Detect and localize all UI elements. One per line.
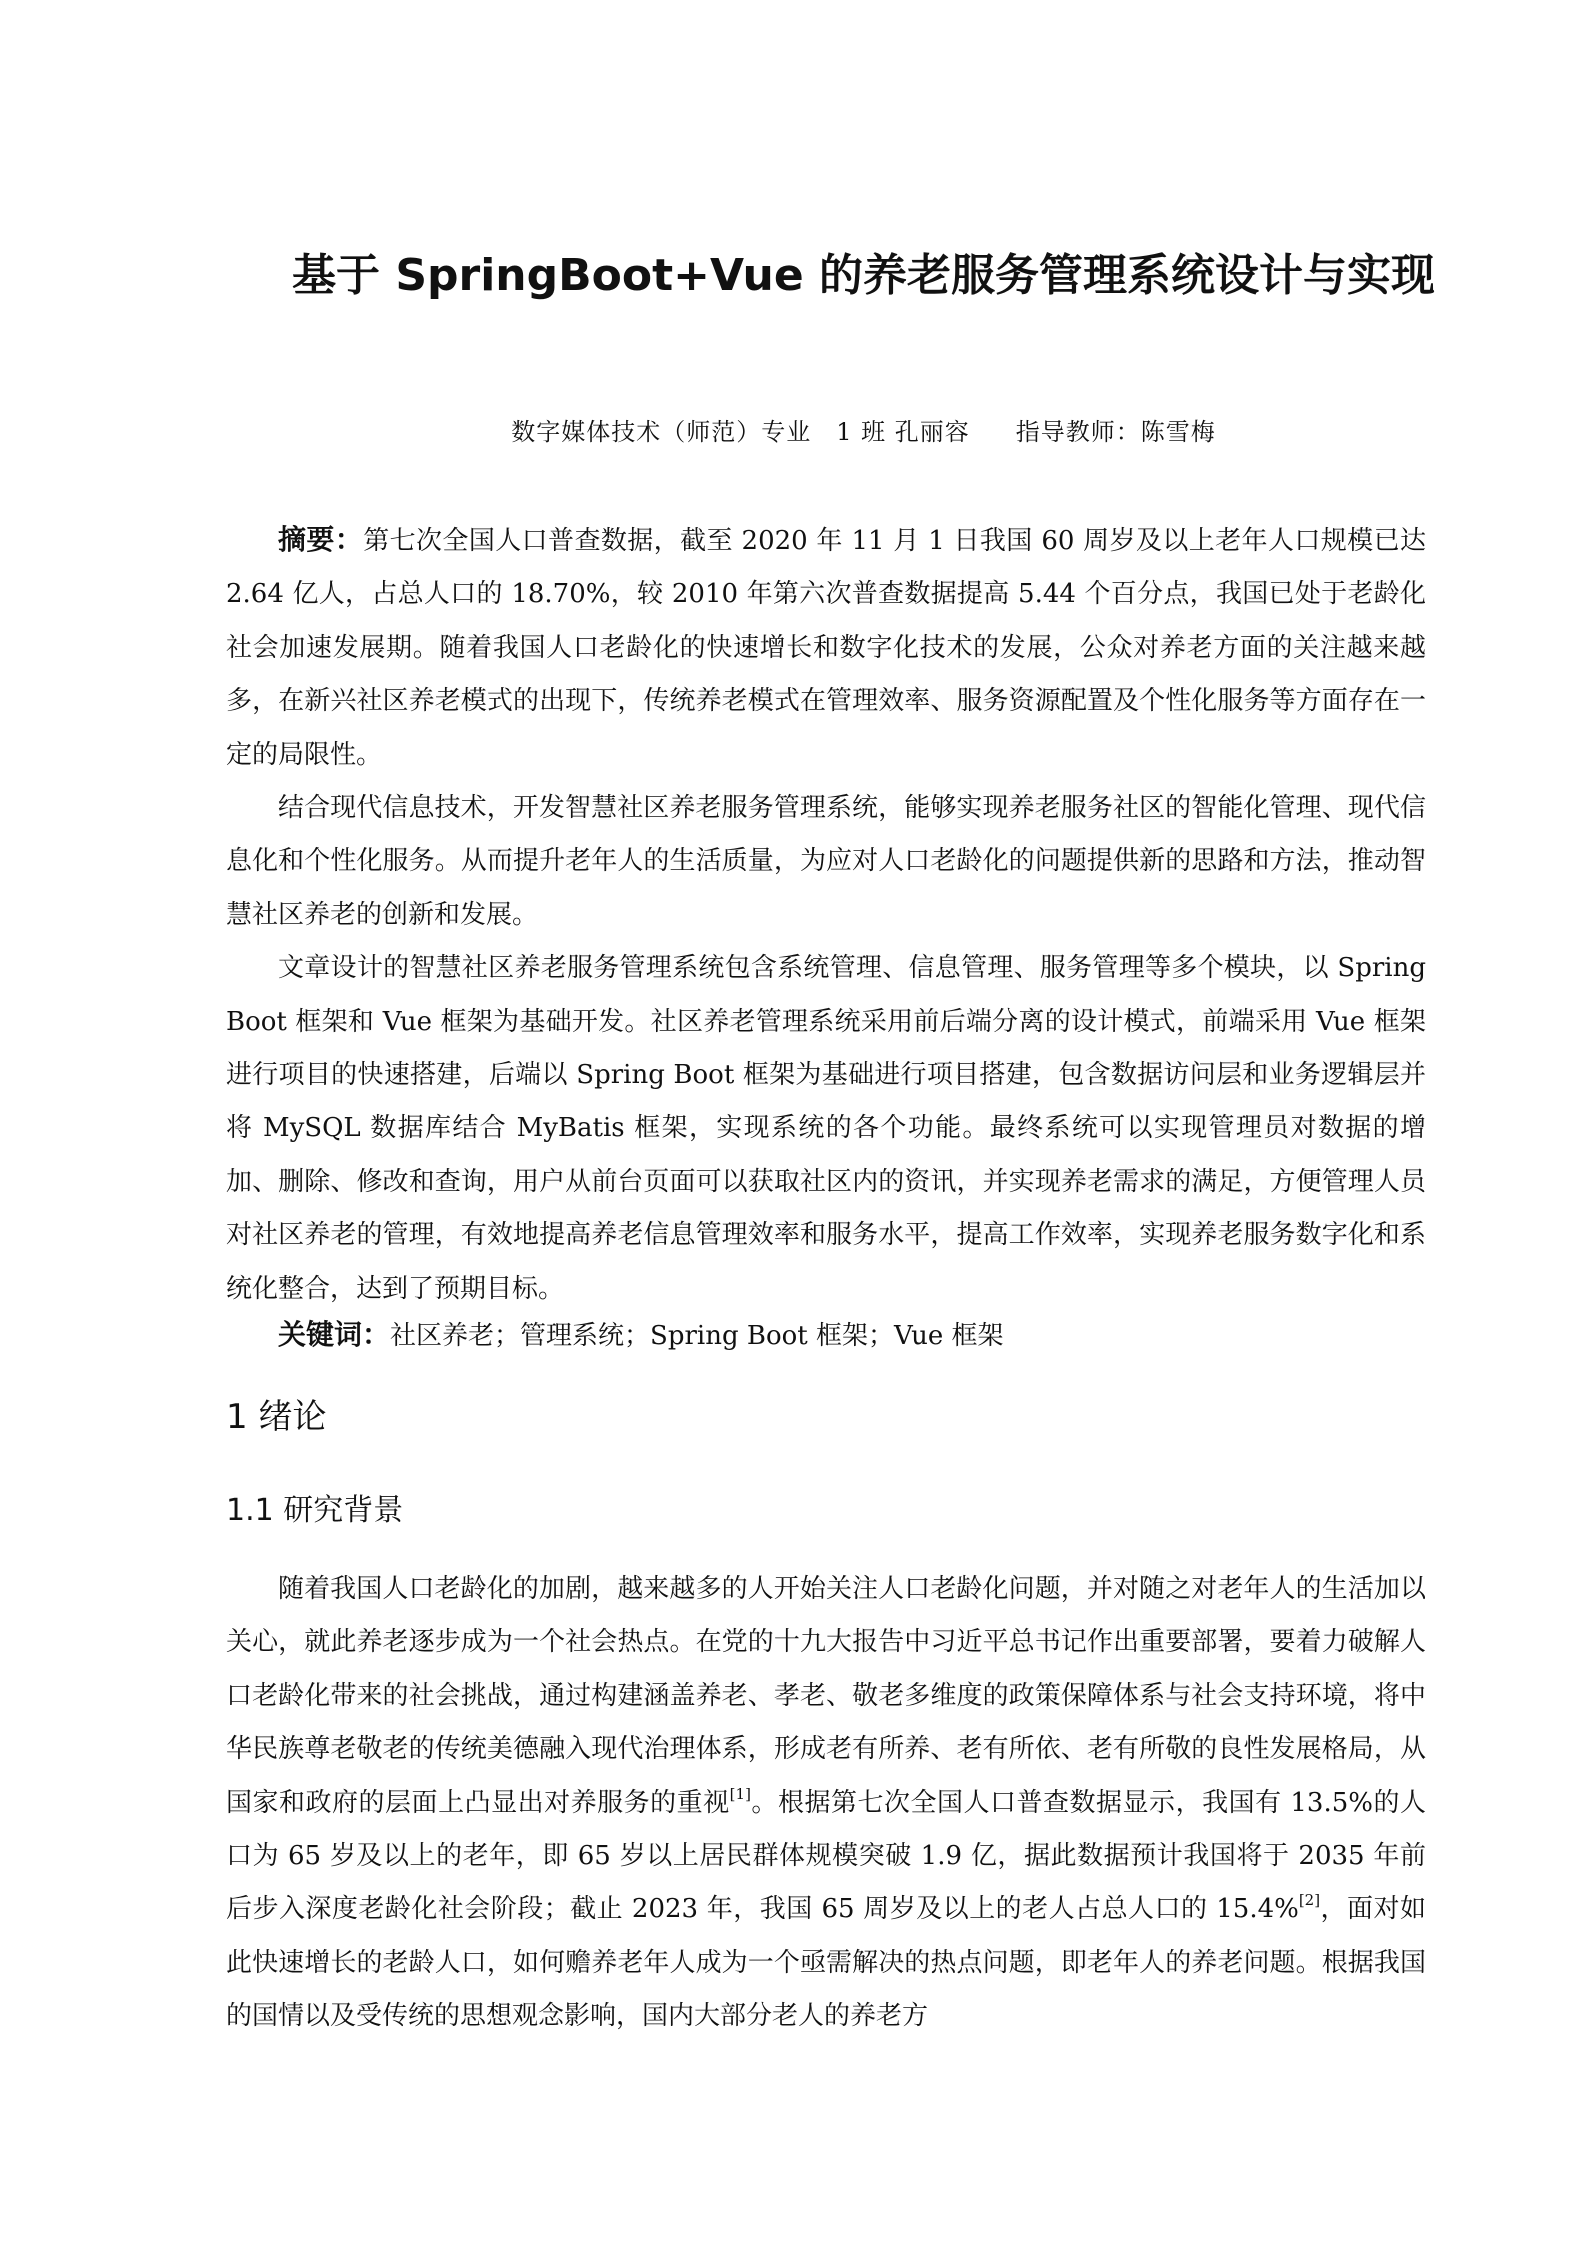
- author-line: [0, 412, 1587, 452]
- abstract-paragraph-1: [226, 513, 1426, 782]
- background-text-b: 。根据第七次全国人口普查数据显示，我国有 13.5%的人口为 65 岁及以上的老年，即 65 岁以上居民群体规模突破 1.9 亿，据此数据预计我国将于 2035 年前后步入深度老龄化社会阶段；截止 2023 年，我国 65 周岁及以上的老人占总人口的 15.4%: [226, 1787, 1426, 1925]
- citation-1[interactable]: [1]: [729, 1784, 751, 1803]
- keywords-text: 社区养老；管理系统；Spring Boot 框架；Vue 框架: [390, 1321, 1004, 1351]
- keywords-label: 关键词：: [278, 1318, 391, 1351]
- paper-title: 基于 SpringBoot+Vue 的养老服务管理系统设计与实现: [292, 250, 1435, 301]
- abstract-label: 摘要：: [278, 523, 364, 556]
- background-text-a: 随着我国人口老龄化的加剧，越来越多的人开始关注人口老龄化问题，并对随之对老年人的生活加以关心，就此养老逐步成为一个社会热点。在党的十九大报告中习近平总书记作出重要部署，要着力破解人口老龄化带来的社会挑战，通过构建涵盖养老、孝老、敬老多维度的政策保障体系与社会支持环境，将中华民族尊老敬老的传统美德融入现代治理体系，形成老有所养、老有所依、老有所敬的良性发展格局，从国家和政府的层面上凸显出对养服务的重视: [226, 1574, 1426, 1818]
- abstract-paragraph-2: 结合现代信息技术，开发智慧社区养老服务管理系统，能够实现养老服务社区的智能化管理、现代信息化和个性化服务。从而提升老年人的生活质量，为应对人口老龄化的问题提供新的思路和方法，推动智慧社区养老的创新和发展。: [226, 793, 1426, 930]
- author-class-info: 数字媒体技术（师范）专业 1 班 孔丽容: [511, 418, 970, 446]
- abstract-paragraph-3: 文章设计的智慧社区养老服务管理系统包含系统管理、信息管理、服务管理等多个模块，以 Spring Boot 框架和 Vue 框架为基础开发。社区养老管理系统采用前后端分离的设计模式，前端采用 Vue 框架进行项目的快速搭建，后端以 Spring Boot 框架为基础进行项目搭建，包含数据访问层和业务逻辑层并将 MySQL 数据库结合 MyBatis 框架，实现系统的各个功能。最终系统可以实现管理员对数据的增加、删除、修改和查询，用户从前台页面可以获取社区内的资讯，并实现养老需求的满足，方便管理人员对社区养老的管理，有效地提高养老信息管理效率和服务水平，提高工作效率，实现养老服务数字化和系统化整合，达到了预期目标。: [226, 953, 1426, 1304]
- keywords-line: [226, 1308, 1426, 1363]
- background-text-c: ，面对如此快速增长的老龄人口，如何赡养老年人成为一个亟需解决的热点问题，即老年人的养老问题。根据我国的国情以及受传统的思想观念影响，国内大部分老人的养老方: [226, 1894, 1426, 2032]
- citation-2[interactable]: [2]: [1298, 1891, 1321, 1910]
- abstract-section: [226, 513, 1426, 1316]
- abstract-p1-text: 第七次全国人口普查数据，截至 2020 年 11 月 1 日我国 60 周岁及以上老年人口规模已达 2.64 亿人，占总人口的 18.70%，较 2010 年第六次普查数据提高 5.44 个百分点，我国已处于老龄化社会加速发展期。随着我国人口老龄化的快速增长和数字化技术的发展，公众对养老方面的关注越来越多，在新兴社区养老模式的出现下，传统养老模式在管理效率、服务资源配置及个性化服务等方面存在一定的局限性。: [226, 526, 1426, 770]
- section-body: [226, 1563, 1426, 2044]
- subsection-heading: 1.1 研究背景: [226, 1493, 404, 1528]
- background-paragraph: [226, 1563, 1426, 2044]
- advisor-info: 指导教师：陈雪梅: [1015, 418, 1216, 446]
- section-heading: 1 绪论: [226, 1397, 327, 1437]
